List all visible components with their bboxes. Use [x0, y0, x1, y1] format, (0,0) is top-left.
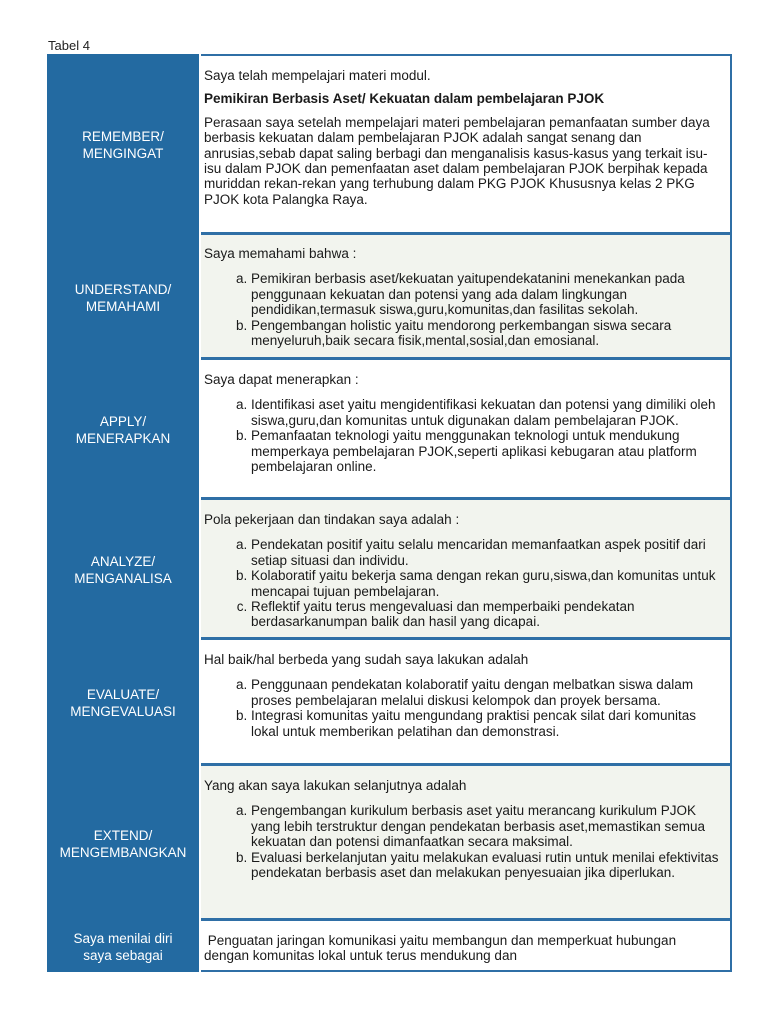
- list-item: c. Reflektif yaitu terus mengevaluasi dan memperbaiki pendekatan berdasarkanumpan balik dan hasil yang dicapai.: [251, 599, 724, 630]
- row-content-analyze: [201, 500, 730, 637]
- row-content-evaluate: [201, 640, 730, 763]
- row-content-extend: [201, 766, 730, 918]
- row-heading-evaluate: [47, 640, 201, 766]
- row-heading-label: EVALUATE/ MENGEVALUASI: [70, 687, 176, 719]
- row-content-apply: [201, 360, 730, 497]
- table-row-evaluate: [47, 640, 732, 766]
- list-item: b. Pengembangan holistic yaitu mendorong perkembangan siswa secara menyeluruh,baik secara fisik,mental,sosial,dan emosianal.: [251, 318, 724, 349]
- list-item: b. Evaluasi berkelanjutan yaitu melakukan evaluasi rutin untuk menilai efektivitas pendekatan berbasis aset dan melakukan penyesuaian jika diperlukan.: [251, 850, 724, 881]
- row-body: Perasaan saya setelah mempelajari materi pembelajaran pemanfaatan sumber daya berbasis kekuatan dalam pembelajaran PJOK adalah sangat senang dan anrusias,sebab dapat saling berbagi dan menganalisis kasus-kasus yang terkait isu-isu dalam PJOK dan pemenfaatan aset dalam pembelajaran PJOK berpihak kepada muriddan rekan-rekan yang terhubung dalam PKG PJOK Khususnya kelas 2 PKG PJOK kota Palangka Raya.: [204, 114, 710, 207]
- row-heading-label: Saya menilai diri saya sebagai: [73, 930, 173, 963]
- reflection-table: [47, 54, 732, 972]
- row-content-self-assessment: [201, 921, 730, 970]
- table-row-analyze: [47, 500, 732, 640]
- table-row-extend: [47, 766, 732, 921]
- list-item: a. Pemikiran berbasis aset/kekuatan yaitupendekatanini menekankan pada penggunaan kekuatan dan potensi yang ada dalam lingkungan pendidikan,termasuk siswa,guru,komunitas,dan fasilitas sekolah.: [251, 271, 724, 317]
- row-heading-label: REMEMBER/ MENGINGAT: [82, 128, 164, 161]
- row-heading-label: UNDERSTAND/ MEMAHAMI: [74, 281, 172, 314]
- row-list: [204, 803, 724, 880]
- table-row-apply: [47, 360, 732, 500]
- row-heading-label: EXTEND/ MENGEMBANGKAN: [59, 827, 187, 860]
- row-content-remember: [201, 56, 730, 232]
- list-item: a. Pengembangan kurikulum berbasis aset yaitu merancang kurikulum PJOK yang lebih terstruktur dengan pendekatan berbasis aset,memastikan semua kekuatan dan potensi dimanfaatkan secara maksimal.: [251, 803, 724, 849]
- row-body: Penguatan jaringan komunikasi yaitu membangun dan memperkuat hubungan dengan komunitas lokal untuk terus mendukung dan: [204, 933, 680, 964]
- list-item: a. Pendekatan positif yaitu selalu mencaridan memanfaatkan aspek positif dari setiap situasi dan individu.: [251, 537, 724, 568]
- list-item: b. Pemanfaatan teknologi yaitu menggunakan teknologi untuk mendukung memperkaya pembelajaran PJOK,seperti aplikasi kebugaran atau platform pembelajaran online.: [251, 428, 724, 474]
- table-row-remember: [47, 54, 732, 235]
- row-subtitle: Pemikiran Berbasis Aset/ Kekuatan dalam pembelajaran PJOK: [204, 91, 605, 107]
- row-heading-label: APPLY/ MENERAPKAN: [75, 414, 171, 446]
- row-intro: Saya memahami bahwa :: [204, 246, 357, 261]
- row-heading-apply: [47, 360, 201, 500]
- row-heading-remember: [47, 54, 201, 235]
- table-row-self-assessment: [47, 921, 732, 972]
- table-row-understand: [47, 235, 732, 360]
- row-heading-label: ANALYZE/ MENGANALISA: [74, 554, 172, 586]
- row-intro: Saya telah mempelajari materi modul.: [204, 68, 431, 83]
- row-intro: Hal baik/hal berbeda yang sudah saya lakukan adalah: [204, 652, 529, 667]
- list-item: b. Kolaboratif yaitu bekerja sama dengan rekan guru,siswa,dan komunitas untuk mencapai tujuan pembelajaran.: [251, 568, 724, 599]
- row-list: [204, 677, 724, 739]
- row-list: [204, 271, 724, 348]
- list-item: a. Identifikasi aset yaitu mengidentifikasi kekuatan dan potensi yang dimiliki oleh siswa,guru,dan komunitas untuk digunakan dalam pembelajaran PJOK.: [251, 397, 724, 428]
- list-item: b. Integrasi komunitas yaitu mengundang praktisi pencak silat dari komunitas lokal untuk memberikan pelatihan dan demonstrasi.: [251, 708, 724, 739]
- row-heading-understand: [47, 235, 201, 360]
- row-intro: Saya dapat menerapkan :: [204, 372, 359, 387]
- row-intro: Pola pekerjaan dan tindakan saya adalah :: [204, 512, 460, 527]
- list-item: a. Penggunaan pendekatan kolaboratif yaitu dengan melbatkan siswa dalam proses pembelajaran melalui diskusi kelompok dan proyek bersama.: [251, 677, 724, 708]
- row-heading-self-assessment: [47, 921, 201, 972]
- row-intro: Yang akan saya lakukan selanjutnya adalah: [204, 778, 467, 793]
- table-caption: Tabel 4: [48, 38, 90, 53]
- row-list: [204, 397, 724, 474]
- row-list: [204, 537, 724, 629]
- row-heading-extend: [47, 766, 201, 921]
- row-content-understand: [201, 235, 730, 357]
- row-heading-analyze: [47, 500, 201, 640]
